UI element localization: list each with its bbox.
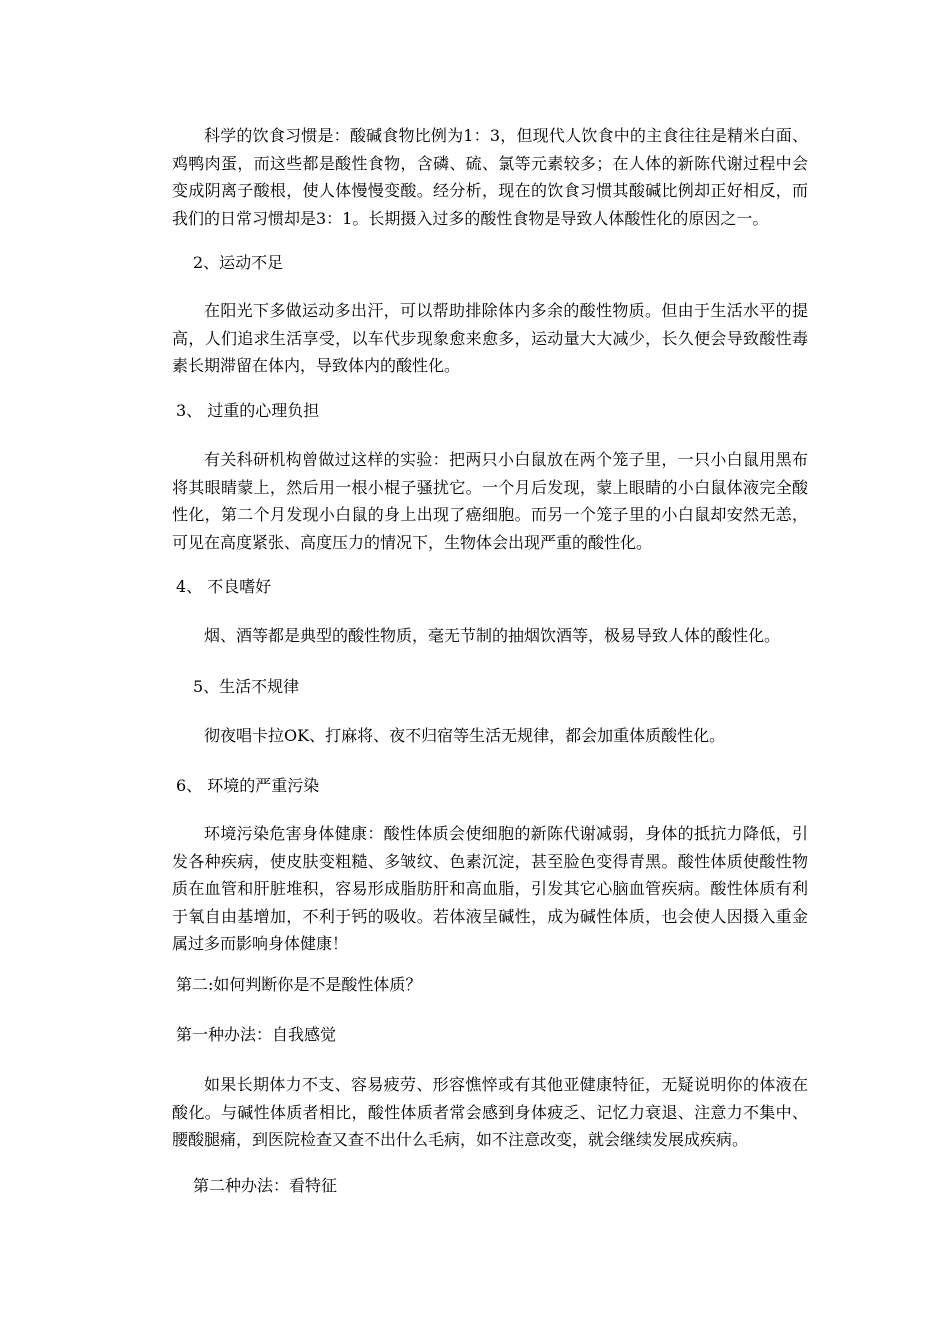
paragraph-mouse-experiment: 有关科研机构曾做过这样的实验：把两只小白鼠放在两个笼子里，一只小白鼠用黑布将其眼睛蒙上，然后用一根小棍子骚扰它。一个月后发现，蒙上眼睛的小白鼠体液完全酸性化，第二个月发现小白鼠的身上出现了癌细胞。而另一个笼子里的小白鼠却安然无恙，可见在高度紧张、高度压力的情况下，生物体会出现严重的酸性化。 — [172, 450, 808, 552]
paragraph-pollution: 环境污染危害身体健康：酸性体质会使细胞的新陈代谢减弱，身体的抵抗力降低，引发各种疾病，使皮肤变粗糙、多皱纹、色素沉淀，甚至脸色变得青黑。酸性体质使酸性物质在血管和肝脏堆积，容易形成脂肪肝和高血脂，引发其它心脑血管疾病。酸性体质有利于氧自由基增加，不利于钙的吸收。若体液呈碱性，成为碱性体质，也会使人因摄入重金属过多而影响身体健康！ — [172, 824, 808, 953]
heading-irregular-life: 5、生活不规律 — [193, 677, 300, 696]
heading-psychological-burden: 3、 过重的心理负担 — [176, 401, 320, 420]
paragraph-irregular-life: 彻夜唱卡拉OK、打麻将、夜不归宿等生活无规律，都会加重体质酸性化。 — [204, 726, 726, 745]
paragraph-exercise: 在阳光下多做运动多出汗，可以帮助排除体内多余的酸性物质。但由于生活水平的提高，人们追求生活享受，以车代步现象愈来愈多，运动量大大减少，长久便会导致酸性毒素长期滞留在体内，导致体内的酸性化。 — [172, 301, 808, 375]
heading-lack-of-exercise: 2、运动不足 — [193, 253, 284, 272]
paragraph-self-feeling: 如果长期体力不支、容易疲劳、形容憔悴或有其他亚健康特征，无疑说明你的体液在酸化。与碱性体质者相比，酸性体质者常会感到身体疲乏、记忆力衰退、注意力不集中、腰酸腿痛，到医院检查又查不出什么毛病，如不注意改变，就会继续发展成疾病。 — [172, 1075, 808, 1149]
heading-method-one: 第一种办法：自我感觉 — [176, 1025, 337, 1044]
paragraph-diet-habits: 科学的饮食习惯是：酸碱食物比例为1：3，但现代人饮食中的主食往往是精米白面、鸡鸭肉蛋，而这些都是酸性食物，含磷、硫、氯等元素较多；在人体的新陈代谢过程中会变成阴离子酸根，使人体慢慢变酸。经分析，现在的饮食习惯其酸碱比例却正好相反，而我们的日常习惯却是3：1。长期摄入过多的酸性食物是导致人体酸性化的原因之一。 — [172, 126, 808, 228]
heading-section-two: 第二:如何判断你是不是酸性体质？ — [176, 975, 422, 994]
paragraph-smoking-drinking: 烟、酒等都是典型的酸性物质，毫无节制的抽烟饮酒等，极易导致人体的酸性化。 — [204, 626, 781, 645]
heading-pollution: 6、 环境的严重污染 — [176, 776, 320, 795]
heading-method-two: 第二种办法：看特征 — [193, 1176, 338, 1195]
heading-bad-habits: 4、 不良嗜好 — [176, 577, 272, 596]
